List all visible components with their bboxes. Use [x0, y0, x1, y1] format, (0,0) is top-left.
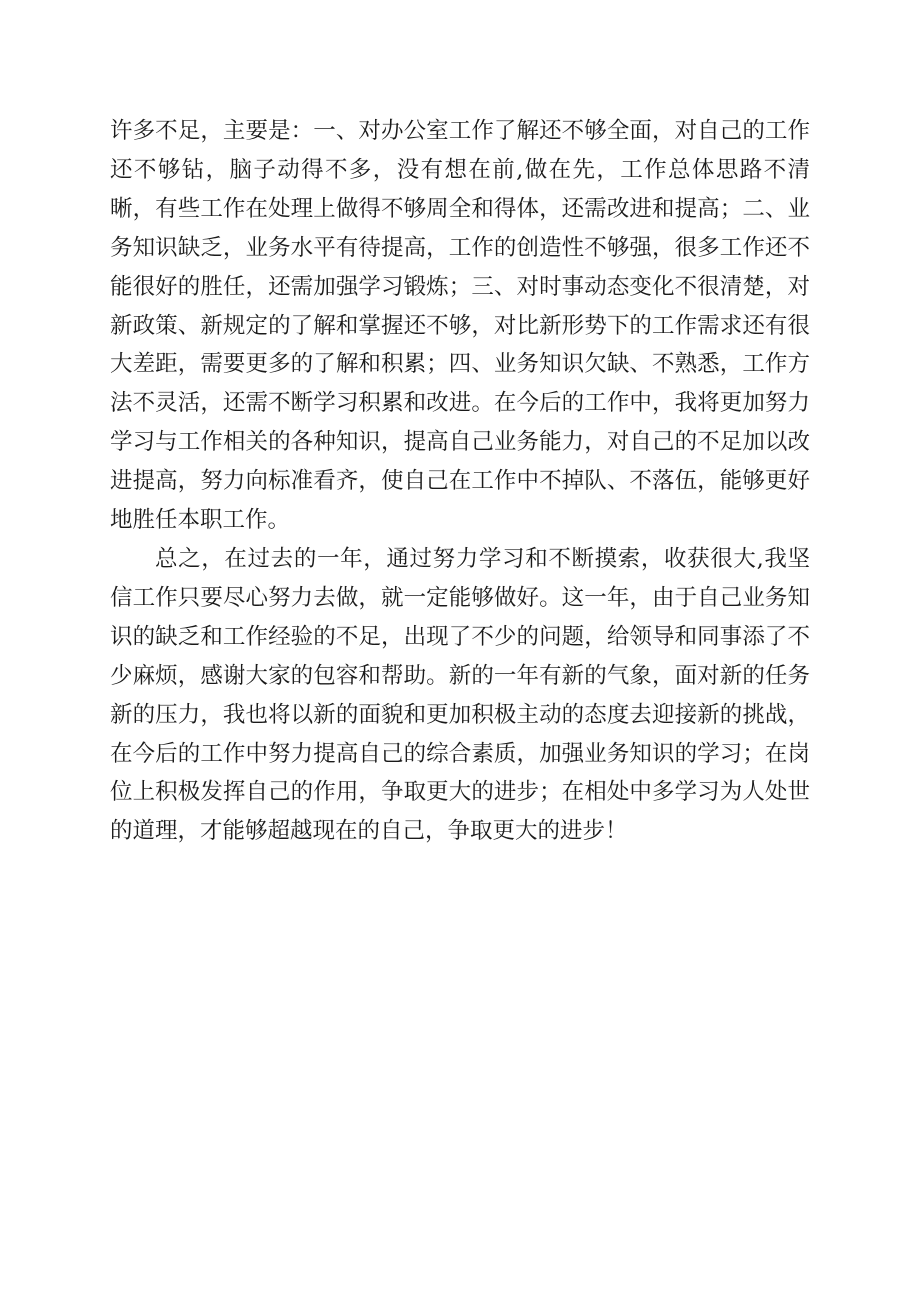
document-body: [110, 112, 810, 851]
paragraph-conclusion: 总之，在过去的一年，通过努力学习和不断摸索，收获很大,我坚信工作只要尽心努力去做，就一定能够做好。这一年，由于自己业务知识的缺乏和工作经验的不足，出现了不少的问题，给领导和同事添了不少麻烦，感谢大家的包容和帮助。新的一年有新的气象，面对新的任务新的压力，我也将以新的面貌和更加积极主动的态度去迎接新的挑战，在今后的工作中努力提高自己的综合素质，加强业务知识的学习；在岗位上积极发挥自己的作用，争取更大的进步；在相处中多学习为人处世的道理，才能够超越现在的自己，争取更大的进步！: [110, 545, 810, 845]
paragraph-shortcomings: 许多不足，主要是：一、对办公室工作了解还不够全面，对自己的工作还不够钻，脑子动得不多，没有想在前,做在先，工作总体思路不清晰，有些工作在处理上做得不够周全和得体，还需改进和提高；二、业务知识缺乏，业务水平有待提高，工作的创造性不够强，很多工作还不能很好的胜任，还需加强学习锻炼；三、对时事动态变化不很清楚，对新政策、新规定的了解和掌握还不够，对比新形势下的工作需求还有很大差距，需要更多的了解和积累；四、业务知识欠缺、不熟悉，工作方法不灵活，还需不断学习积累和改进。在今后的工作中，我将更加努力学习与工作相关的各种知识，提高自己业务能力，对自己的不足加以改进提高，努力向标准看齐，使自己在工作中不掉队、不落伍，能够更好地胜任本职工作。: [110, 118, 810, 534]
